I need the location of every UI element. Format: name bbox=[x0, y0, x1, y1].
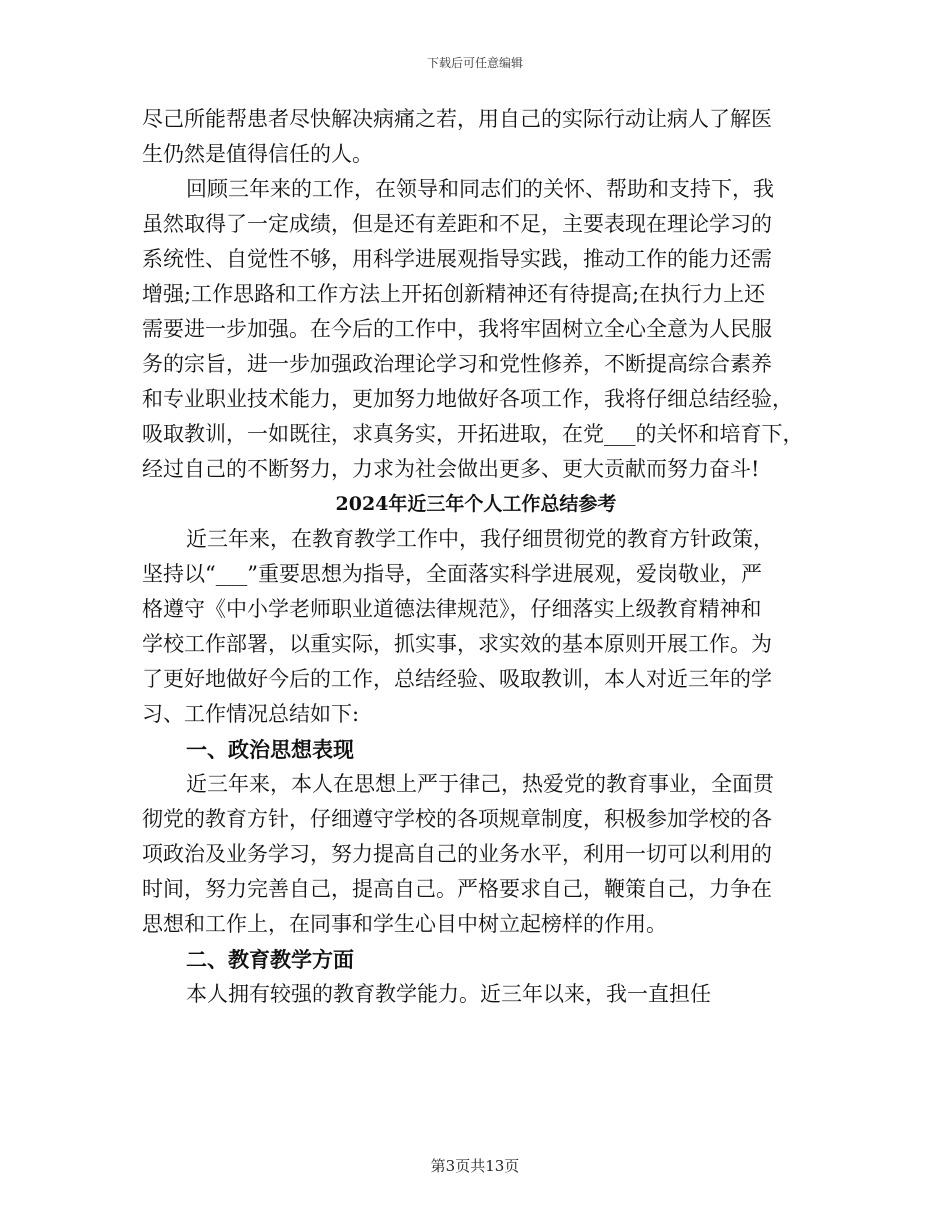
text-line: 经过自己的不断努力，力求为社会做出更多、更大贡献而努力奋斗! bbox=[142, 457, 760, 481]
text-line: 格遵守《中小学老师职业道德法律规范》，仔细落实上级教育精神和 bbox=[142, 597, 762, 621]
text-line: 坚持以“___”重要思想为指导，全面落实科学进展观，爱岗敬业，严 bbox=[142, 562, 762, 586]
text-line: 近三年来，本人在思想上严于律己，热爱党的教育事业，全面贯 bbox=[186, 772, 774, 796]
text-line: 尽己所能帮患者尽快解决病痛之若，用自己的实际行动让病人了解医 bbox=[142, 107, 772, 131]
text-line: 时间，努力完善自己，提高自己。严格要求自己，鞭策自己，力争在 bbox=[142, 877, 772, 901]
text-line: 需要进一步加强。在今后的工作中，我将牢固树立全心全意为人民服 bbox=[142, 317, 772, 341]
text-line: 增强;工作思路和工作方法上开拓创新精神还有待提高;在执行力上还 bbox=[142, 282, 766, 306]
page-number: 第3页共13页 bbox=[430, 1157, 520, 1175]
text-line: 吸取教训，一如既往，求真务实，开拓进取，在党___的关怀和培育下， bbox=[142, 422, 804, 446]
text-line: 习、工作情况总结如下: bbox=[142, 702, 360, 726]
section-heading-teaching: 二、教育教学方面 bbox=[186, 947, 354, 972]
document-title: 2024年近三年个人工作总结参考 bbox=[335, 493, 617, 515]
page-header: 下载后可任意编辑 bbox=[426, 56, 523, 70]
text-line: 生仍然是值得信任的人。 bbox=[142, 142, 373, 166]
text-line: 虽然取得了一定成绩，但是还有差距和不足，主要表现在理论学习的 bbox=[142, 212, 772, 236]
text-line: 学校工作部署，以重实际，抓实事，求实效的基本原则开展工作。为 bbox=[142, 632, 772, 656]
text-line: 务的宗旨，进一步加强政治理论学习和党性修养，不断提高综合素养 bbox=[142, 352, 772, 376]
text-line: 了更好地做好今后的工作，总结经验、吸取教训，本人对近三年的学 bbox=[142, 667, 772, 691]
text-line: 本人拥有较强的教育教学能力。近三年以来，我一直担任 bbox=[186, 982, 711, 1006]
text-line: 彻党的教育方针，仔细遵守学校的各项规章制度，积极参加学校的各 bbox=[142, 807, 772, 831]
text-line: 和专业职业技术能力，更加努力地做好各项工作，我将仔细总结经验， bbox=[142, 387, 793, 411]
text-line: 近三年来，在教育教学工作中，我仔细贯彻党的教育方针政策， bbox=[186, 527, 774, 551]
document-body bbox=[142, 102, 810, 1012]
text-line: 项政治及业务学习，努力提高自己的业务水平，利用一切可以利用的 bbox=[142, 842, 772, 866]
section-heading-political: 一、政治思想表现 bbox=[186, 737, 354, 762]
text-line: 系统性、自觉性不够，用科学进展观指导实践，推动工作的能力还需 bbox=[142, 247, 772, 271]
text-line: 回顾三年来的工作，在领导和同志们的关怀、帮助和支持下，我 bbox=[186, 177, 774, 201]
text-line: 思想和工作上，在同事和学生心目中树立起榜样的作用。 bbox=[142, 912, 667, 936]
